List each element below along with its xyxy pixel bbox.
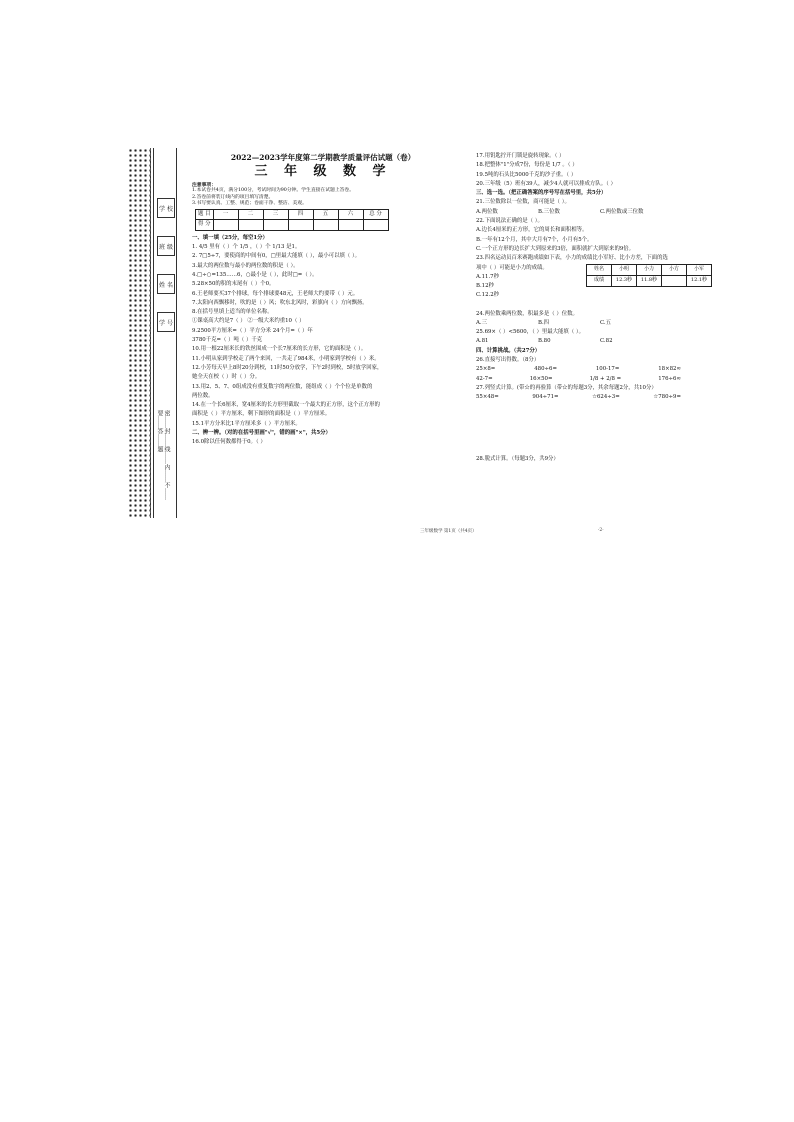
race-times-table [586, 264, 712, 287]
question-21: 21.三位数除以一位数，商可能是（ ）。 [476, 199, 570, 206]
option-b: B.三位数 [538, 208, 560, 215]
question-21-options [476, 208, 676, 217]
student-id-label: 学 号 [157, 312, 175, 332]
math-item: 480÷6= [534, 366, 557, 373]
left-column [192, 152, 454, 448]
times-cell: 成绩 [587, 275, 612, 286]
score-cell[interactable] [263, 220, 288, 230]
math-item: 100-17= [595, 366, 620, 373]
question-11: 11.小明从家到学校走了两个来回，一共走了984米，小明家到学校有（ ）米。 [192, 355, 380, 362]
class-label: 班 级 [157, 236, 175, 256]
note-item: 2.答卷前将装订线内的项目填写清楚。 [192, 194, 274, 200]
notes [192, 182, 454, 207]
question-9: 9.2500平方厘米=（ ）平方分米 24个月=（ ）年 [192, 327, 313, 334]
notes-heading: 注意事项： [192, 182, 216, 188]
question-20: 20.三年级（5）班有39人，减少4人就可以排成方队。（ ） [476, 180, 616, 187]
question-9-line2: 3780千克=（ ）吨（ ）千克 [192, 337, 263, 344]
math-item: 42-7= [476, 375, 493, 382]
option-b: B.80 [538, 338, 551, 345]
page-number-left: 三年级数学 第1页（共4页） [420, 529, 477, 534]
times-cell: 12.1秒 [687, 275, 712, 286]
times-cell [662, 275, 687, 286]
question-5: 5.28×50的积的末尾有（ ）个0。 [192, 281, 275, 288]
vertical-calc-row [476, 393, 681, 402]
times-header-cell: 小明 [612, 264, 637, 275]
score-cell[interactable] [363, 220, 388, 230]
question-23: 23.四名运动员百米赛跑成绩如下表，小力的成绩比小军好、比小方差，下面的选 [476, 255, 668, 262]
question-7: 7.太阳向西飘移时，吹的是（ ）风；吹东北风时，彩旗向（ ）方向飘扬。 [192, 299, 368, 306]
question-24-options [476, 319, 676, 328]
note-item: 3.书写要认真、工整、规范；卷面干净、整洁、美观。 [192, 200, 307, 206]
page-number-right: ·2· [598, 528, 604, 533]
question-8: 8.在括号里填上适当的单位名称。 [192, 309, 273, 316]
question-2: 2. 7□5÷7，要使商的中间有0，□里最大能填（ ），最小可以填（ ）。 [192, 253, 361, 260]
exam-title: 2022—2023学年度第二学期教学质量评估试题（卷） [230, 153, 416, 162]
school-label: 学 校 [157, 198, 175, 218]
option-c: C.五 [600, 319, 612, 326]
times-header-cell: 小力 [637, 264, 662, 275]
times-cell: 11.8秒 [637, 275, 662, 286]
question-14: 14.在一个长6厘米，宽4厘米的长方形里截取一个最大的正方形，这个正方形的 [192, 402, 380, 409]
times-header-cell: 姓名 [587, 264, 612, 275]
question-1: 1. 4/5 里有（ ）个 1/5 ，（ ）个 1/13 是1。 [192, 244, 301, 251]
mental-math-row [476, 365, 681, 374]
question-16: 16.0除以任何数都得于0。（ ） [192, 439, 266, 446]
question-27: 27.列竖式计算。(带☆的再验算（带☆的每题3分，其余每题2分，共10分） [476, 384, 657, 391]
math-item: 904÷71= [532, 394, 559, 401]
seal-pattern [128, 148, 151, 518]
mental-math-row [476, 375, 681, 384]
score-header-cell: 五 [313, 210, 338, 220]
score-header-cell: 三 [263, 210, 288, 220]
score-header-cell: 总 分 [363, 210, 388, 220]
question-10: 10.用一根22厘米长的铁丝围成一个长7厘米的长方形，它的面积是（ ）。 [192, 346, 367, 353]
score-cell[interactable] [313, 220, 338, 230]
math-item: 25×8= [476, 366, 496, 373]
note-item: 1.本试卷共4页，满分100分，考试时间为90分钟。学生直接在试题上答卷。 [192, 188, 355, 194]
score-cell[interactable] [338, 220, 363, 230]
question-23-body [476, 264, 711, 310]
section-2-heading: 二、辨一辨。（对的在括号里画"√"，错的画"×"，共5分） [192, 430, 331, 437]
option-c: C.82 [600, 338, 613, 345]
score-table [195, 209, 389, 231]
question-18: 18.把整体"1"分成7份，每份是 1/7 。（ ） [476, 162, 578, 169]
option-a: A.11.7秒 [476, 273, 499, 280]
question-12-line2: 她全天在校（ ）时（ ）分。 [192, 374, 261, 381]
right-column [476, 152, 711, 464]
times-header-cell: 小军 [687, 264, 712, 275]
score-cell[interactable] [213, 220, 238, 230]
question-15: 15.1平方分米比1平方厘米多（ ）平方厘米。 [192, 420, 301, 427]
work-space[interactable] [476, 403, 711, 455]
question-6: 6.王老师要买37个排球，每个排球要48元，王老师大约要带（ ）元。 [192, 290, 359, 297]
question-22-option-b: B.一年有12个月，其中大月有7个，小月有5个。 [476, 236, 593, 243]
math-item: 18×82≈ [658, 366, 681, 373]
score-header-cell: 一 [213, 210, 238, 220]
name-label: 姓 名 [157, 274, 175, 294]
question-14-line2: 面积是（ ）平方厘米，剩下图形的面积是（ ）平方厘米。 [192, 411, 331, 418]
option-a: A.三 [476, 319, 487, 326]
option-a: A.81 [476, 338, 489, 345]
times-cell: 12.3秒 [612, 275, 637, 286]
score-header-cell: 题 目 [196, 210, 214, 220]
question-3: 3.最大的两位数与最小的两位数的积是（ ）。 [192, 262, 299, 269]
binding-strip [128, 148, 178, 518]
option-c: C.12.2秒 [476, 292, 500, 299]
question-13: 13.用2、5、7、0组成没有重复数字的两位数，能组成（ ）个个位是单数的 [192, 383, 373, 390]
math-item: 176÷6≈ [658, 375, 681, 382]
math-item: 1/8 + 2/8 = [589, 375, 622, 382]
option-c: C.两位数或三位数 [600, 208, 644, 215]
option-a: A.两位数 [476, 208, 498, 215]
seal-line-text: 密……封……线……内……不……要……答……题 [156, 410, 170, 500]
score-header-cell: 四 [288, 210, 313, 220]
question-28: 28.脱式计算。（每题3分，共9分） [476, 455, 559, 462]
question-13-line2: 两位数。 [192, 392, 214, 399]
times-header-cell: 小方 [662, 264, 687, 275]
math-item: ☆780÷9= [653, 394, 681, 401]
option-b: B.四 [538, 319, 550, 326]
option-b: B.12秒 [476, 283, 494, 290]
question-23-line2: 项中（ ）可能是小力的成绩。 [476, 264, 548, 271]
question-4: 4.□÷○=135……6，○最小是（ ），此时□=（ ）。 [192, 271, 318, 278]
score-cell[interactable] [288, 220, 313, 230]
section-1-heading: 一、填一填（25分，每空1分） [192, 234, 268, 241]
score-header-cell: 六 [338, 210, 363, 220]
score-header-cell: 二 [238, 210, 263, 220]
section-4-heading: 四、计算挑战。（共27分） [476, 347, 541, 354]
question-12: 12.小芳每天早上8时20分到校，11时50分放学，下午2时到校，5时放学回家， [192, 364, 383, 371]
question-26: 26.直接写出得数。（8分） [476, 357, 540, 364]
question-24: 24.两位数乘两位数，积最多是（ ）位数。 [476, 310, 578, 317]
math-item: 55×48= [476, 394, 499, 401]
score-cell[interactable] [238, 220, 263, 230]
question-22: 22.下面说法正确的是（ ）。 [476, 218, 543, 225]
math-item: 16×50= [529, 375, 553, 382]
question-17: 17.用钥匙拧开门锁是旋转现象。（ ） [476, 153, 565, 159]
score-row-label: 得 分 [196, 220, 214, 230]
question-19: 19.5吨的石头比5000千克的沙子重。（ ） [476, 171, 577, 178]
question-8-items: ①课桌高大约是7（ ） ②一级大米约重10（ ） [192, 318, 305, 325]
question-22-option-c: C.一个正方形的边长扩大到原来的3倍，面积就扩大到原来的9倍。 [476, 245, 635, 252]
math-item: ☆624÷3= [592, 394, 620, 401]
question-25: 25.69×（ ）<5600，（ ）里最大能填（ ）。 [476, 329, 585, 336]
section-3-heading: 三、选一选。（把正确答案的序号写在括号里，共5分） [476, 190, 607, 197]
question-25-options [476, 337, 676, 346]
question-22-option-a: A.边长4厘米的正方形，它的周长和面积相等。 [476, 227, 588, 234]
subject-title: 三 年 级 数 学 [254, 164, 392, 179]
